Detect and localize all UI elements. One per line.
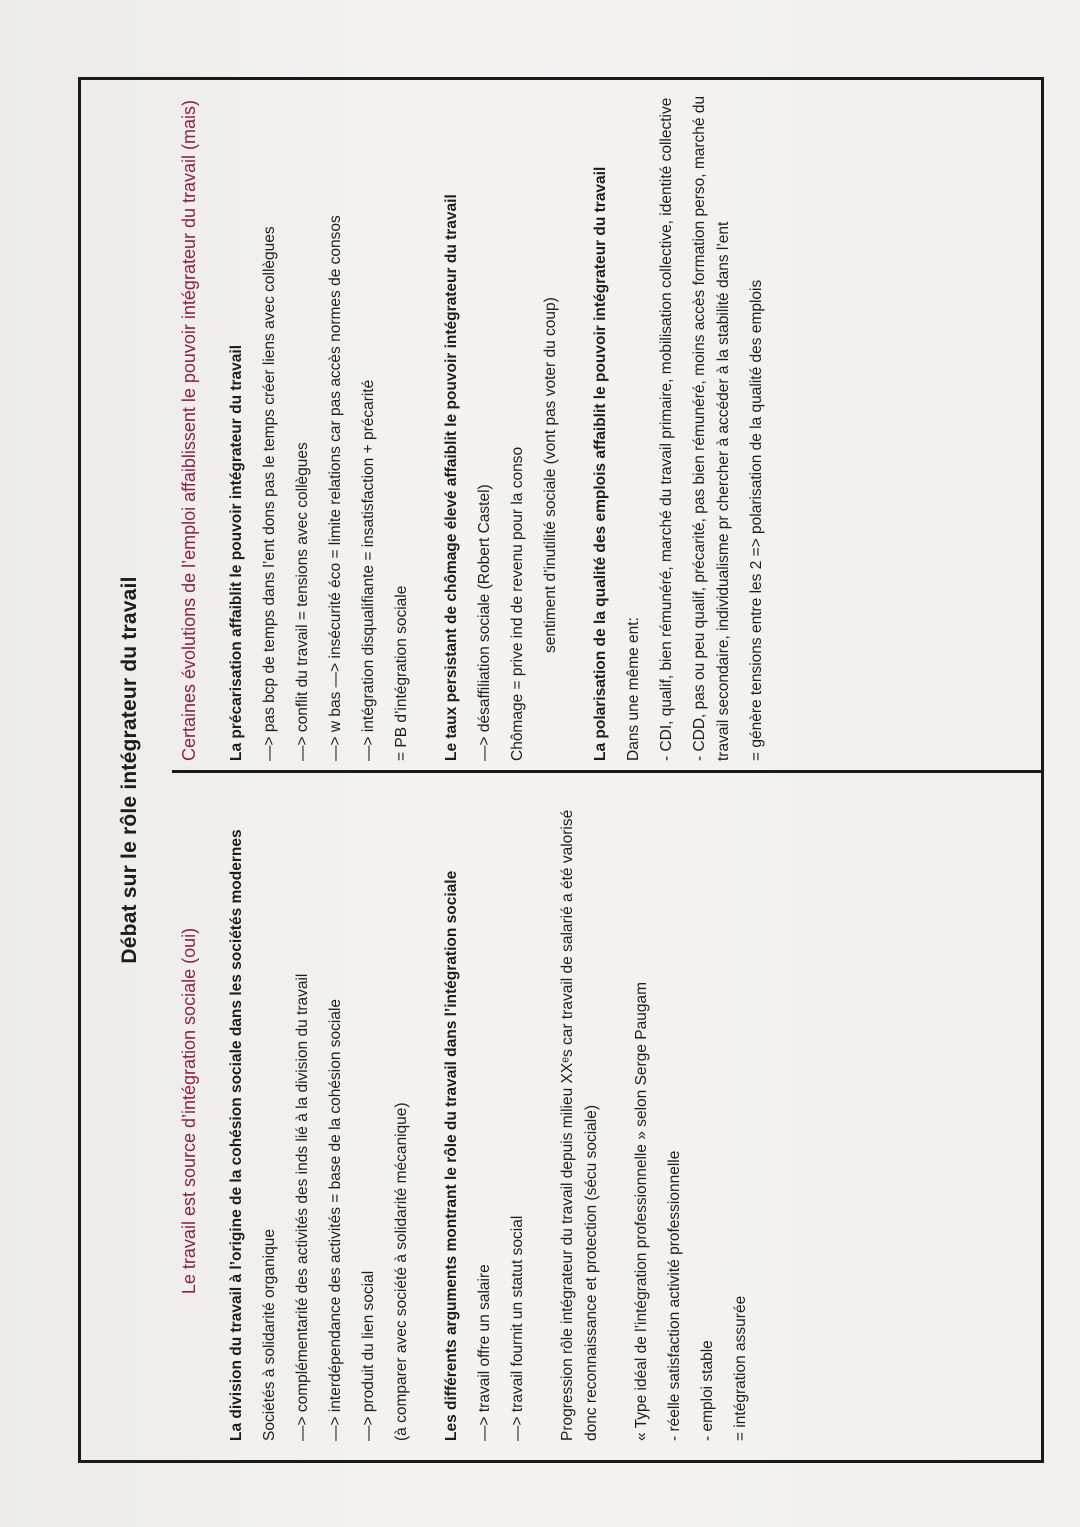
- left-section1-title: La division du travail à l’origine de la cohésion sociale dans les sociétés modernes: [228, 829, 245, 1441]
- left-ideal-item: = intégration assurée: [732, 1295, 749, 1441]
- right-section3-cdi: - CDI, qualif, bien rémunéré, marché du travail primaire, mobilisation collective, identité collective: [658, 97, 675, 761]
- left-section1-line: Sociétés à solidarité organique: [261, 1229, 278, 1441]
- right-section2-line: sentiment d’inutilité sociale (vont pas voter du coup): [542, 297, 559, 653]
- left-section1-line: —> complémentarité des activités des inds lié à la division du travail: [294, 973, 311, 1441]
- left-column: [175, 781, 1042, 1441]
- right-section3-cdd: - CDD, pas ou peu qualif, précarité, pas bien rémunéré, moins accès formation perso, marché du travail secondaire, individualisme pr chercher à accéder à la stabilité dans l’ent: [691, 95, 732, 761]
- left-section2-line: —> travail offre un salaire: [476, 1264, 493, 1441]
- left-section3-paragraph: Progression rôle intégrateur du travail depuis milieu XXᵉs car travail de salarié a été valorisé donc reconnaissance et protection (sécu sociale): [559, 809, 600, 1441]
- right-section3-intro: Dans une même ent:: [625, 617, 642, 761]
- right-section1-line: —> intégration disqualifiante = insatisfaction + précarité: [360, 379, 377, 761]
- left-section1-line: —> produit du lien social: [360, 1270, 377, 1441]
- right-section1-title: La précarisation affaiblit le pouvoir intégrateur du travail: [228, 344, 245, 761]
- right-section1-line: —> w bas —> insécurité éco = limite relations car pas accès normes de consos: [327, 215, 344, 761]
- left-ideal-item: - réelle satisfaction activité professionnelle: [666, 1150, 683, 1441]
- left-section2-title: Les différents arguments montrant le rôle du travail dans l’intégration sociale: [443, 870, 460, 1441]
- right-column: [175, 91, 1042, 761]
- rotated-content: [80, 79, 1042, 1461]
- right-section3-title: La polarisation de la qualité des emplois affaiblit le pouvoir intégrateur du travail: [592, 166, 609, 761]
- left-ideal-type: « Type idéal de l’intégration professionnelle » selon Serge Paugam: [633, 982, 650, 1441]
- left-heading: Le travail est source d’intégration sociale (oui): [179, 927, 199, 1295]
- left-section1-line: —> interdépendance des activités = base de la cohésion sociale: [327, 998, 344, 1441]
- column-divider: [172, 770, 1042, 773]
- right-section1-line: = PB d’intégration sociale: [393, 585, 410, 761]
- right-section2-line: —> désaffiliation sociale (Robert Castel): [476, 484, 493, 761]
- left-section1-line: (à comparer avec société à solidarité mécanique): [393, 1102, 410, 1441]
- left-section2-line: —> travail fournit un statut social: [509, 1215, 526, 1441]
- right-heading: Certaines évolutions de l’emploi affaiblissent le pouvoir intégrateur du travail (mais): [179, 100, 199, 761]
- right-section2-line: Chômage = prive ind de revenu pour la conso: [509, 446, 526, 761]
- right-section2-title: Le taux persistant de chômage élevé affaiblit le pouvoir intégrateur du travail: [443, 194, 460, 761]
- right-section1-line: —> pas bcp de temps dans l’ent dons pas le temps créer liens avec collègues: [261, 226, 278, 761]
- right-section1-line: —> conflit du travail = tensions avec collègues: [294, 442, 311, 761]
- left-ideal-item: - emploi stable: [699, 1340, 716, 1441]
- right-section3-conclusion: = génère tensions entre les 2 => polarisation de la qualité des emplois: [748, 279, 765, 761]
- page-title: Débat sur le rôle intégrateur du travail: [118, 576, 141, 964]
